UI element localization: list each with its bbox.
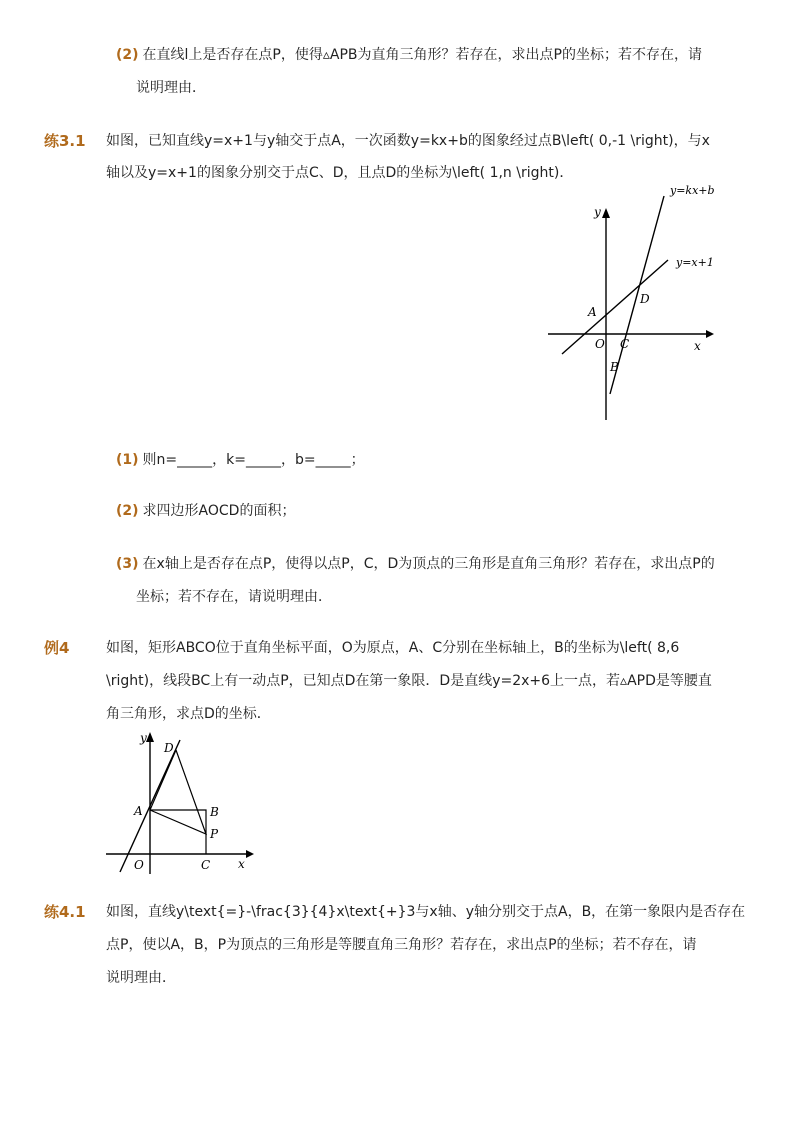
question-line <box>116 450 365 470</box>
example-tag: 例4 <box>44 639 70 657</box>
label-O: O <box>134 858 144 872</box>
exercise-tag: 练4.1 <box>44 903 86 921</box>
label-kxb: y=kx+b <box>670 184 715 197</box>
problem-text: 点P，使以A，B，P为顶点的三角形是等腰直角三角形？若存在，求出点P的坐标；若不存在，请 <box>106 937 697 953</box>
label-x: x <box>238 857 245 871</box>
question-line: 说明理由． <box>136 80 206 96</box>
label-x: x <box>694 339 701 353</box>
question-text: 在直线l上是否存在点P，使得▵APB为直角三角形？若存在，求出点P的坐标；若不存在，请 <box>142 47 702 63</box>
label-D: D <box>640 292 650 306</box>
problem-text: 如图，矩形ABCO位于直角坐标平面，O为原点，A、C分别在坐标轴上，B的坐标为\left( 8,6 <box>106 640 680 656</box>
label-A: A <box>588 305 597 319</box>
label-O: O <box>595 337 605 351</box>
exercise-tag: 练3.1 <box>44 132 86 150</box>
question-line <box>116 554 715 574</box>
question-text: 坐标；若不存在，请说明理由． <box>136 589 332 605</box>
problem-text: 如图，已知直线y=x+1与y轴交于点A，一次函数y=kx+b的图象经过点B\left( 0,-1 \right)，与x <box>106 133 710 149</box>
label-D: D <box>164 741 174 755</box>
line-x-plus-1 <box>562 260 668 354</box>
question-line <box>116 501 295 521</box>
label-x1: y=x+1 <box>676 256 714 269</box>
figure-rectangle-abco <box>100 726 260 876</box>
y-axis-arrow <box>602 208 610 218</box>
x-axis-arrow <box>246 850 254 858</box>
label-C: C <box>201 858 211 872</box>
question-text: 求四边形AOCD的面积； <box>142 503 296 519</box>
label-A: A <box>134 804 143 818</box>
question-number: (3) <box>116 556 139 572</box>
label-C: C <box>620 337 630 351</box>
figure-linear-functions <box>540 180 720 425</box>
question-line <box>116 45 702 65</box>
label-P: P <box>210 827 219 841</box>
problem-text: \right)，线段BC上有一动点P，已知点D在第一象限．D是直线y=2x+6上一点，若▵APD是等腰直 <box>106 673 712 689</box>
y-axis-arrow <box>146 732 154 742</box>
label-B: B <box>210 805 219 819</box>
x-axis-arrow <box>706 330 714 338</box>
rectangle-abco <box>150 810 206 854</box>
question-number: (2) <box>116 503 139 519</box>
question-text: 则n=_____，k=_____，b=_____； <box>142 452 365 468</box>
problem-text: 如图，直线y\text{=}-\frac{3}{4}x\text{+}3与x轴、y轴分别交于点A，B，在第一象限内是否存在 <box>106 904 746 920</box>
problem-text: 角三角形，求点D的坐标． <box>106 706 271 722</box>
question-number: (1) <box>116 452 139 468</box>
question-text: 在x轴上是否存在点P，使得以点P，C，D为顶点的三角形是直角三角形？若存在，求出点P的 <box>142 556 715 572</box>
triangle-apd <box>150 750 206 834</box>
problem-text: 轴以及y=x+1的图象分别交于点C、D，且点D的坐标为\left( 1,n \right)． <box>106 165 574 181</box>
label-y: y <box>594 205 601 219</box>
label-y: y <box>140 731 147 745</box>
problem-text: 说明理由． <box>106 970 176 986</box>
question-number: (2) <box>116 47 139 63</box>
label-B: B <box>610 360 619 374</box>
